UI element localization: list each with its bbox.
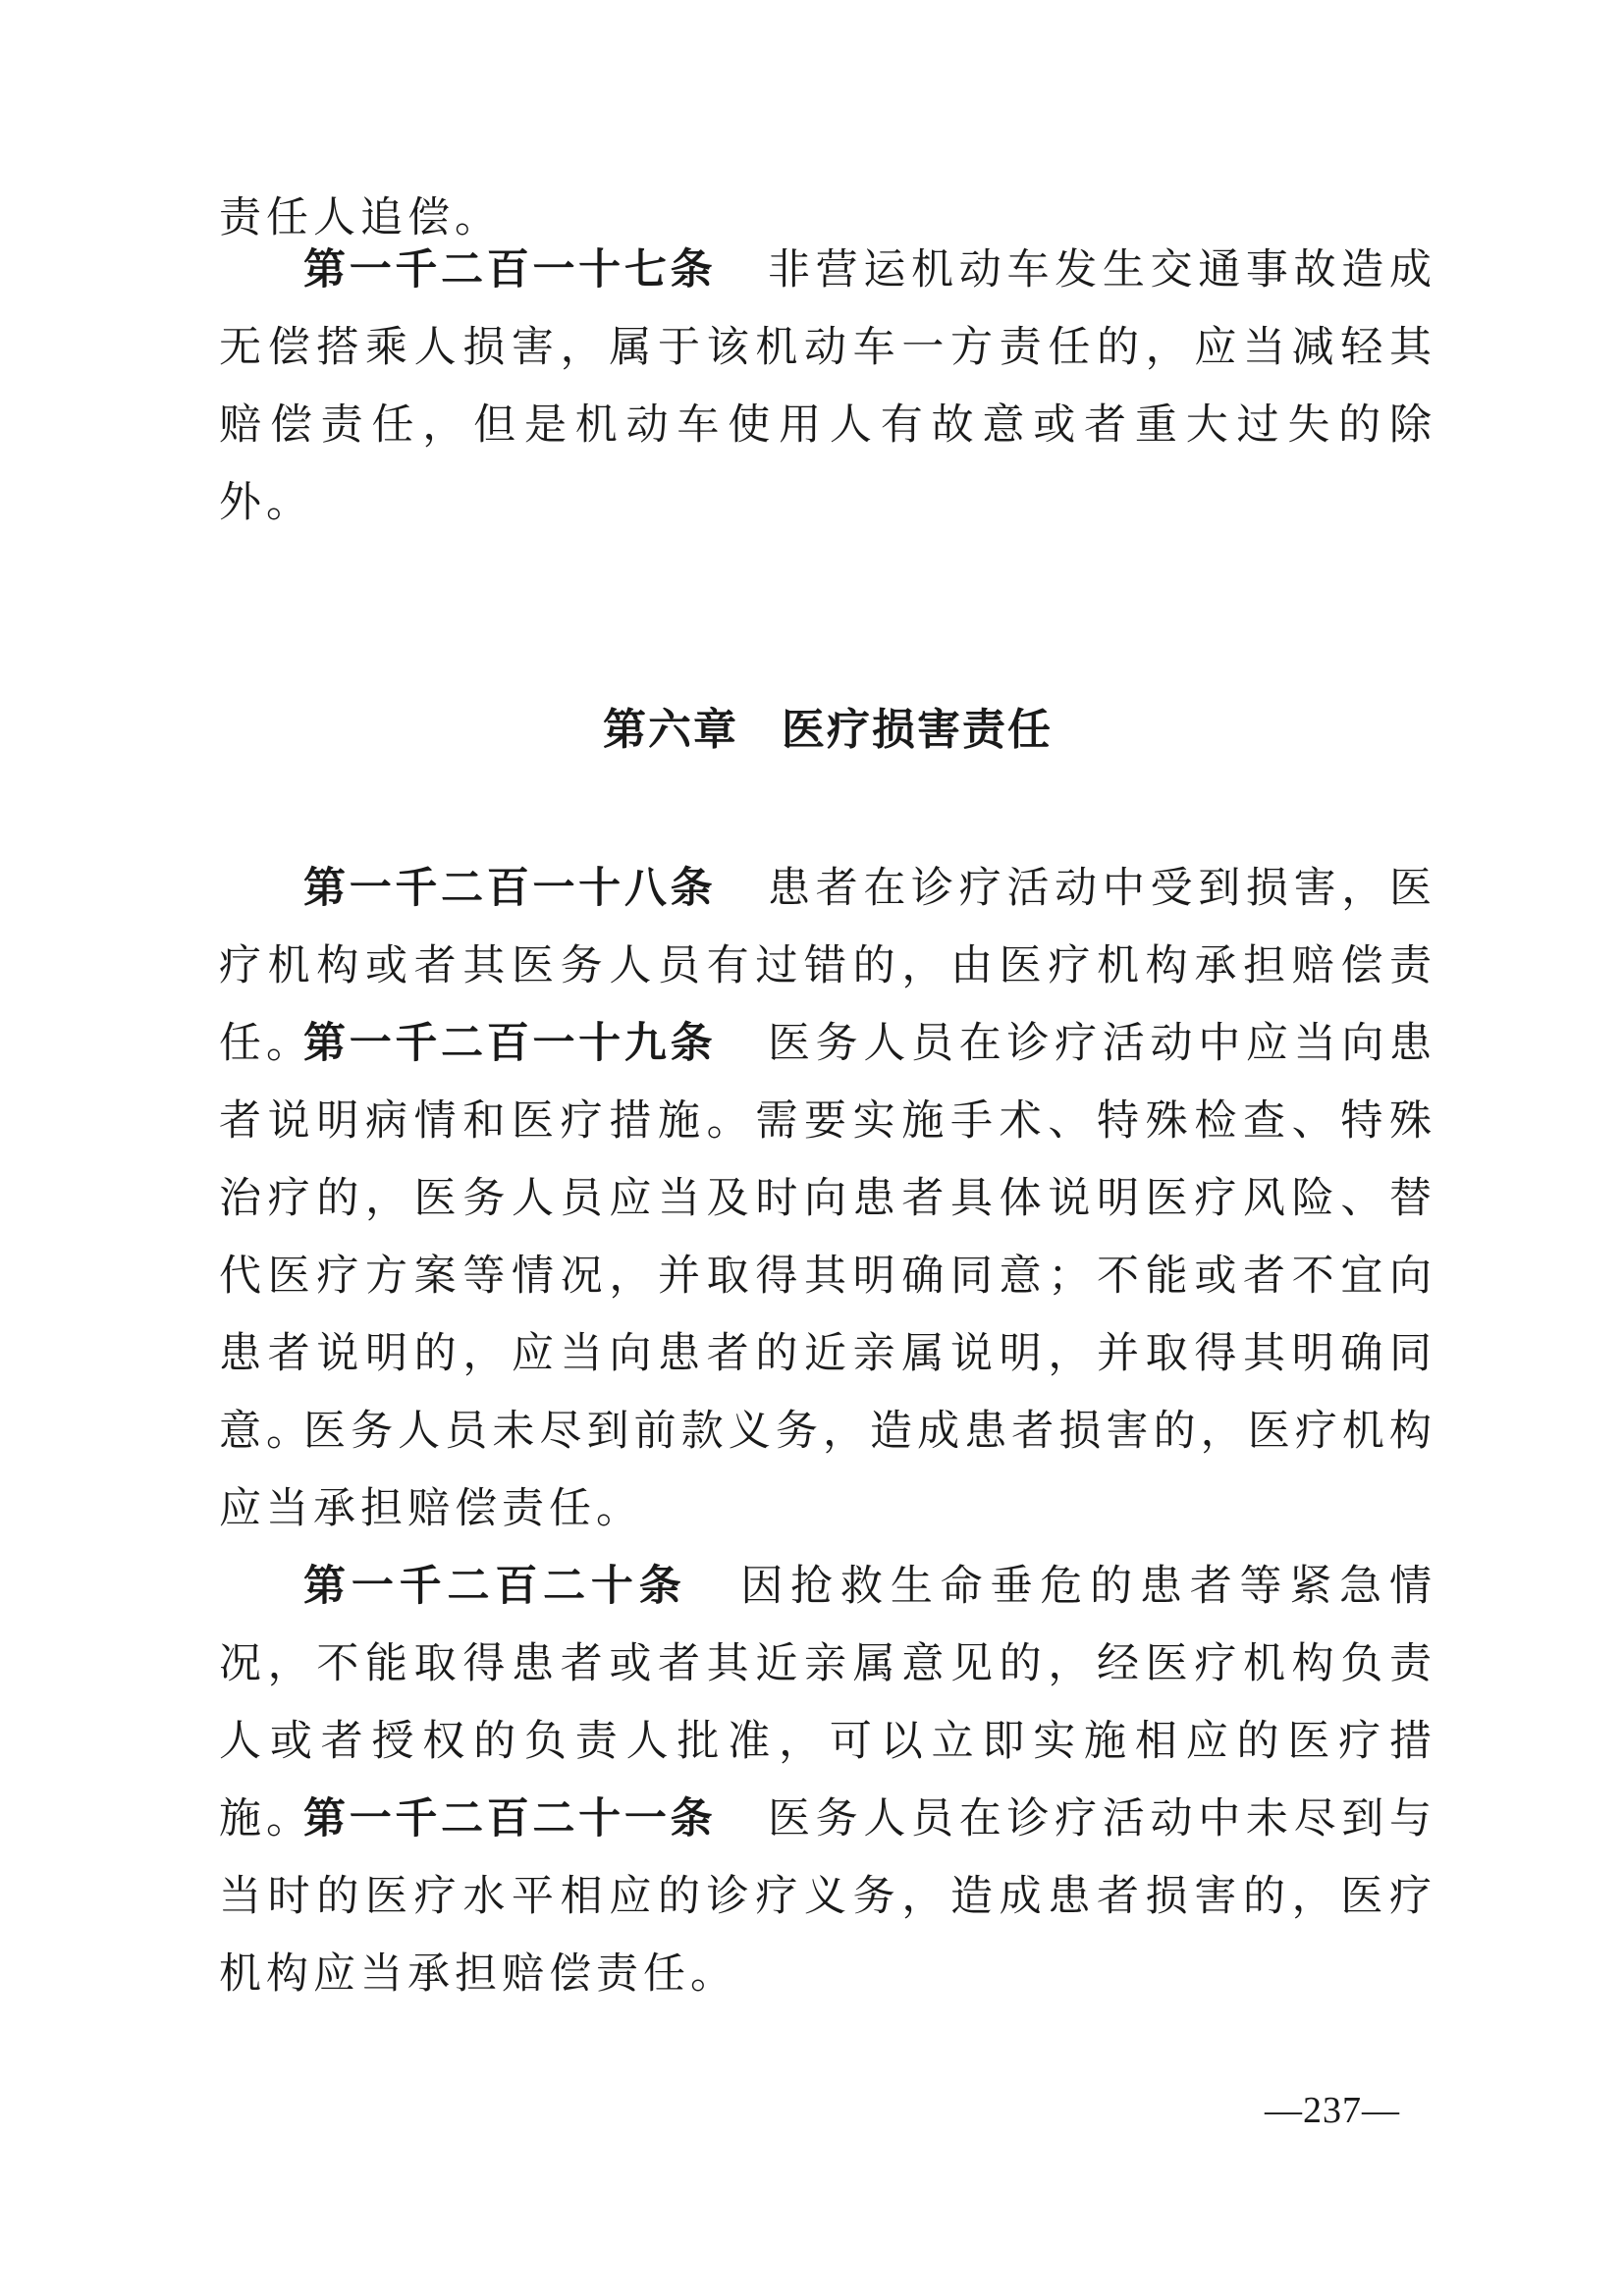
article-1221-body: 医务人员在诊疗活动中未尽到与当时的医疗水平相应的诊疗义务，造成患者损害的，医疗机构应当承担赔偿责任。 [219, 1794, 1437, 1999]
article-1221-heading: 第一千二百二十一条 [303, 1794, 717, 1843]
chapter-title: 医疗损害责任 [782, 705, 1053, 755]
article-1217 [219, 232, 1436, 542]
article-1217-body: 非营运机动车发生交通事故造成无偿搭乘人损害，属于该机动车一方责任的，应当减轻其赔偿责任，但是机动车使用人有故意或者重大过失的除外。 [219, 245, 1437, 527]
chapter-heading [219, 694, 1436, 757]
continuation-text: 责任人追偿。 [219, 193, 502, 242]
page-number: —237— [1265, 2090, 1400, 2131]
article-1219-heading: 第一千二百一十九条 [303, 1019, 717, 1068]
article-1219-para2-text: 医务人员未尽到前款义务，造成患者损害的，医疗机构应当承担赔偿责任。 [219, 1407, 1436, 1533]
article-1219-body: 医务人员在诊疗活动中应当向患者说明病情和医疗措施。需要实施手术、特殊检查、特殊治疗的，医务人员应当及时向患者具体说明医疗风险、替代医疗方案等情况，并取得其明确同意；不能或者不宜向患者说明的，应当向患者的近亲属说明，并取得其明确同意。 [219, 1019, 1437, 1456]
chapter-number: 第六章 [603, 705, 738, 755]
article-1220-heading: 第一千二百二十条 [303, 1562, 687, 1611]
article-1221 [219, 1781, 1436, 2013]
article-1219-paragraph-2 [219, 1393, 1436, 1548]
article-1218-heading: 第一千二百一十八条 [303, 864, 717, 913]
article-1218-body: 患者在诊疗活动中受到损害，医疗机构或者其医务人员有过错的，由医疗机构承担赔偿责任。 [219, 864, 1437, 1068]
article-1220-body: 因抢救生命垂危的患者等紧急情况，不能取得患者或者其近亲属意见的，经医疗机构负责人或者授权的负责人批准，可以立即实施相应的医疗措施。 [219, 1562, 1437, 1843]
article-1217-heading: 第一千二百一十七条 [303, 245, 717, 294]
